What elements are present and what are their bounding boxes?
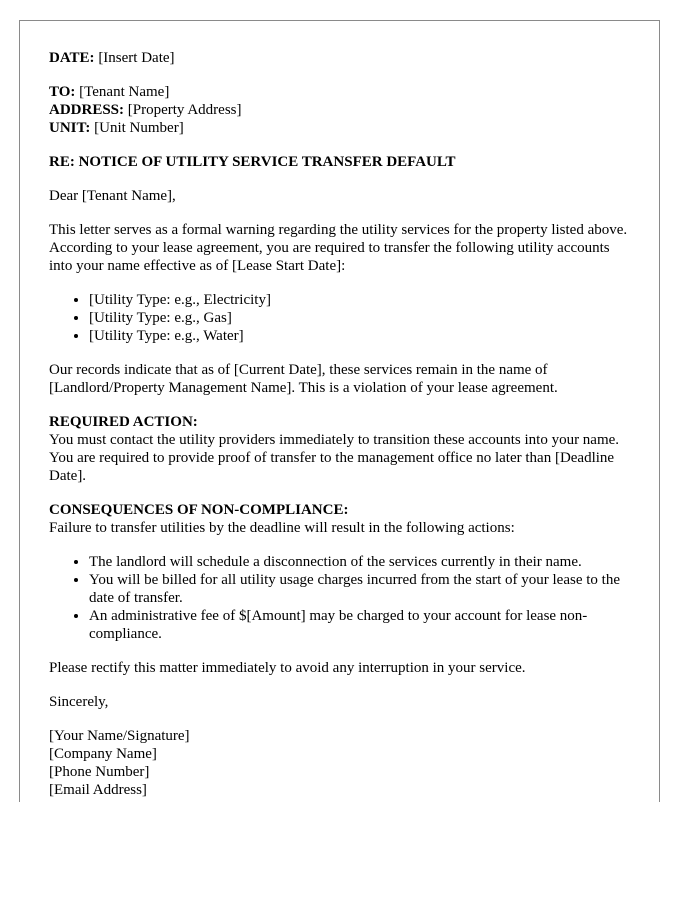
- signature-email: [Email Address]: [49, 782, 147, 798]
- required-action-heading: REQUIRED ACTION:: [49, 414, 198, 430]
- closing-request: Please rectify this matter immediately to avoid any interruption in your service.: [49, 660, 526, 676]
- list-item: • [Utility Type: e.g., Gas]: [89, 309, 631, 327]
- unit-value: [Unit Number]: [94, 120, 184, 136]
- consequences-heading: CONSEQUENCES OF NON-COMPLIANCE:: [49, 502, 349, 518]
- utility-list: [49, 291, 631, 345]
- date-line: [49, 49, 631, 67]
- signature-company: [Company Name]: [49, 746, 157, 762]
- recipient-block: [49, 83, 631, 137]
- subject-line: [49, 153, 631, 171]
- signoff: Sincerely,: [49, 694, 109, 710]
- signature-phone: [Phone Number]: [49, 764, 150, 780]
- list-item: • You will be billed for all utility usage charges incurred from the start of your lease to the date of transfer.: [89, 571, 631, 607]
- to-value: [Tenant Name]: [79, 84, 170, 100]
- records-paragraph: Our records indicate that as of [Current Date], these services remain in the name of [Landlord/Property Management Name]. This is a violation of your lease agreement.: [49, 362, 558, 396]
- date-value: [Insert Date]: [98, 50, 175, 66]
- consequences-list: [49, 553, 631, 643]
- address-value: [Property Address]: [127, 102, 242, 118]
- list-item: • [Utility Type: e.g., Electricity]: [89, 291, 631, 309]
- consequences-text: Failure to transfer utilities by the deadline will result in the following actions:: [49, 520, 515, 536]
- list-item: • An administrative fee of $[Amount] may be charged to your account for lease non-compliance.: [89, 607, 631, 643]
- address-label: ADDRESS:: [49, 102, 125, 118]
- date-label: DATE:: [49, 50, 95, 66]
- intro-paragraph: This letter serves as a formal warning regarding the utility services for the property listed above. According to your lease agreement, you are required to transfer the following utility accounts into your name effective as of [Lease Start Date]:: [49, 222, 628, 274]
- signature-name: [Your Name/Signature]: [49, 728, 190, 744]
- consequences-section: [49, 501, 631, 537]
- required-action-text: You must contact the utility providers immediately to transition these accounts into your name. You are required to provide proof of transfer to the management office no later than [Deadline Date].: [49, 432, 620, 484]
- list-item: • [Utility Type: e.g., Water]: [89, 327, 631, 345]
- unit-label: UNIT:: [49, 120, 91, 136]
- required-action-section: [49, 413, 631, 485]
- letter-page: [19, 20, 660, 802]
- list-item: • The landlord will schedule a disconnection of the services currently in their name.: [89, 553, 631, 571]
- subject-text: RE: NOTICE OF UTILITY SERVICE TRANSFER DEFAULT: [49, 154, 456, 170]
- signature-block: [49, 727, 631, 799]
- salutation: Dear [Tenant Name],: [49, 188, 176, 204]
- to-label: TO:: [49, 84, 76, 100]
